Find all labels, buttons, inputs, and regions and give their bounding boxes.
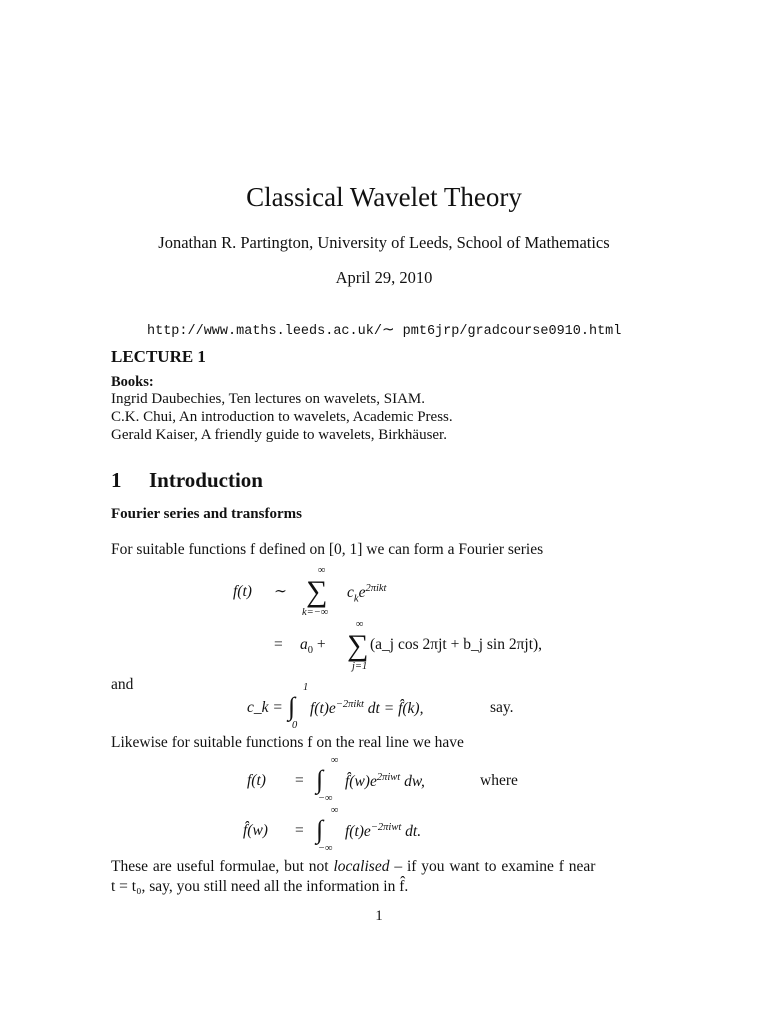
book-item: Ingrid Daubechies, Ten lectures on wavelets, SIAM.: [111, 391, 426, 407]
course-url[interactable]: [147, 320, 621, 339]
integral-lower: −∞: [318, 843, 333, 854]
eq1-term: $c_ke^{2\pi ikt}$: [347, 583, 387, 605]
eq1-rel: ∼: [274, 583, 287, 600]
subsection-heading: Fourier series and transforms: [111, 506, 302, 522]
eq4-lhs: f(t): [247, 772, 266, 789]
eq2-body: (a_j cos 2πjt + b_j sin 2πjt),: [370, 636, 543, 653]
integral-symbol: ∫: [288, 692, 296, 721]
paragraph: Likewise for suitable functions f on the real line we have: [111, 734, 464, 751]
eq3-body: $f(t)e^{-2\pi ikt}$ dt = f̂(k),: [310, 699, 424, 718]
paragraph: For suitable functions f defined on [0, 1] we can form a Fourier series: [111, 541, 544, 558]
integral-lower: −∞: [318, 793, 333, 804]
section-number: 1: [111, 468, 122, 492]
section-title: Introduction: [149, 468, 263, 492]
eq4-where: where: [480, 772, 518, 789]
url-suffix: pmt6jrp/gradcourse0910.html: [402, 324, 622, 339]
url-prefix: http://www.maths.leeds.ac.uk/: [147, 324, 382, 339]
paragraph: and: [111, 676, 134, 693]
eq1-lhs: f(t): [233, 583, 252, 600]
eq3-say: say.: [490, 699, 514, 716]
integral-symbol: ∫: [316, 765, 324, 794]
eq5-rel: =: [295, 822, 304, 839]
sum-upper: ∞: [318, 565, 326, 576]
integral-lower: 0: [292, 720, 298, 731]
paragraph: t = t₀, say, you still need all the information in f̂.: [111, 878, 409, 895]
eq4-rel: =: [295, 772, 304, 789]
integral-upper: ∞: [331, 755, 339, 766]
eq2-rel: =: [274, 636, 283, 653]
url-tilde: ∼: [381, 322, 395, 338]
integral-symbol: ∫: [316, 815, 324, 844]
book-item: C.K. Chui, An introduction to wavelets, Academic Press.: [111, 409, 453, 425]
integral-upper: 1: [303, 682, 309, 693]
date: April 29, 2010: [335, 268, 433, 287]
document-title: Classical Wavelet Theory: [246, 182, 522, 212]
books-heading: Books:: [111, 374, 154, 390]
eq5-lhs: f̂(w): [243, 822, 268, 839]
eq3-lhs: c_k =: [247, 699, 283, 716]
paragraph: These are useful formulae, but not localised – if you want to examine f near: [111, 858, 596, 875]
sum-symbol: ∑: [347, 629, 369, 662]
lecture-heading: LECTURE 1: [111, 347, 206, 366]
page-number: 1: [375, 908, 383, 924]
sum-upper: ∞: [356, 619, 364, 630]
eq2-a0: $a_0$ +: [300, 636, 326, 657]
author-line: Jonathan R. Partington, University of Leeds, School of Mathematics: [158, 233, 610, 252]
sum-symbol: ∑: [306, 575, 328, 608]
eq5-body: $f(t)e^{-2\pi iwt}$ dt.: [345, 822, 422, 841]
eq4-body: $f̂(w)e^{2\pi iwt}$ dw,: [345, 772, 425, 791]
integral-upper: ∞: [331, 805, 339, 816]
sum-lower: k=−∞: [302, 607, 329, 618]
sum-lower: j=1: [352, 661, 368, 672]
book-item: Gerald Kaiser, A friendly guide to wavelets, Birkhäuser.: [111, 427, 447, 443]
